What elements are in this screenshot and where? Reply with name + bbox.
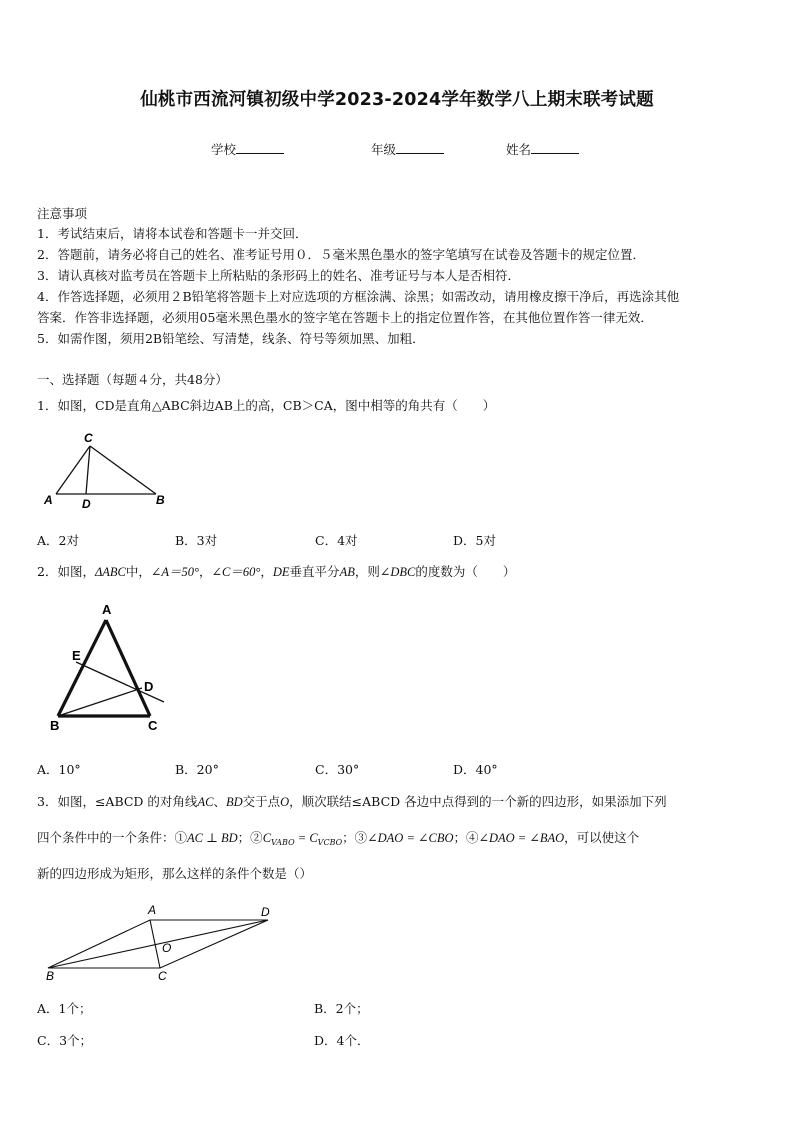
q3-figure [38,900,288,986]
q3-l1-sep: 、 [213,794,226,809]
q2-ab: AB [339,565,355,579]
q3-l2-suffix: ，可以使这个 [564,830,640,845]
q3-l1-suffix: ，顺次联结≤ABCD 各边中点得到的一个新的四边形，如果添加下列 [289,794,667,809]
q2-option-d[interactable]: D．40° [453,762,498,777]
q2-option-a[interactable]: A．10° [37,762,81,777]
q2-angle-a: ∠A＝50° [150,565,200,579]
q3-cond4: ∠DAO = ∠BAO [478,831,565,845]
q3-l1-mid: 交于点 [242,794,281,809]
q3-label-b: B [46,969,55,983]
q2-sep2: ， [260,564,273,579]
q3-l2-sep2: ；③ [342,830,368,845]
q3-option-b[interactable]: B．2个； [314,1001,369,1016]
q2-angle-c: ∠C＝60° [211,565,261,579]
q3-cond2-c1: C [262,831,272,845]
q1-figure [38,428,178,512]
q1-label-a: A [44,493,53,507]
q2-figure [38,598,178,736]
name-blank [531,141,579,154]
q3-label-o: O [162,941,172,955]
q2-side-ac [106,620,150,716]
q3-option-d[interactable]: D．4个． [314,1033,370,1048]
q2-de: DE [272,565,290,579]
q3-bd: BD [225,795,243,809]
q2-label-e: E [72,648,81,663]
q3-l2-sep3: ；④ [453,830,479,845]
q3-stem-line2 [37,828,639,847]
q3-l2-prefix: 四个条件中的一个条件：① [37,830,188,845]
q3-option-c[interactable]: C．3个； [37,1033,93,1048]
q3-label-c: C [158,969,167,983]
q3-cond2-sub1: VABO [271,838,295,847]
q1-option-b[interactable]: B．3对 [175,533,218,548]
q2-side-ab [58,620,106,716]
q3-cond2-sub2: VCBO [317,838,343,847]
school-label: 学校 [211,142,237,157]
q1-label-d: D [82,497,91,511]
q1-label-b: B [156,493,165,507]
q2-label-a: A [102,602,112,617]
q2-stem [37,562,515,580]
q3-cond1: AC ⊥ BD [187,831,238,845]
notice-item: 2．答题前，请务必将自己的姓名、准考证号用０．５毫米黑色墨水的签字笔填写在试卷及答题卡的规定位置． [37,247,645,262]
notice-item: 1．考试结束后，请将本试卷和答题卡一并交回． [37,226,308,241]
q3-label-d: D [261,905,270,919]
grade-label: 年级 [371,142,397,157]
q2-stem-suffix: 的度数为（ ） [415,564,516,579]
name-field [506,140,579,158]
notice-item: 3．请认真核对监考员在答题卡上所粘贴的条形码上的姓名、准考证号与本人是否相符． [37,268,520,283]
q2-stem-prefix: 2．如图， [37,564,95,579]
q3-option-a[interactable]: A．1个； [37,1001,92,1016]
q3-ac: AC [197,795,214,809]
notice-item: 5．如需作图，须用2B铅笔绘、写清楚，线条、符号等须加黑、加粗． [37,331,425,346]
q3-stem-line3: 新的四边形成为矩形，那么这样的条件个数是（） [37,866,313,881]
q2-stem-mid1: 中， [125,564,151,579]
q2-triangle: ΔABC [94,565,126,579]
q1-altitude-cd [86,446,90,494]
section-heading: 一、选择题（每题４分，共48分） [37,372,228,387]
school-blank [236,141,284,154]
q3-o: O [280,795,290,809]
grade-field [371,140,444,158]
notice-item: 答案．作答非选择题，必须用05毫米黑色墨水的签字笔在答题卡上的指定位置作答，在其他位置作答一律无效． [37,310,653,325]
grade-blank [396,141,444,154]
q3-cond3: ∠DAO = ∠CBO [367,831,454,845]
q2-option-b[interactable]: B．20° [175,762,219,777]
q3-cond2-eq: = [294,831,310,845]
q2-option-c[interactable]: C．30° [315,762,360,777]
q3-l2-sep1: ；② [237,830,263,845]
q3-stem-line1 [37,792,667,810]
q3-label-a: A [148,903,157,917]
q1-option-a[interactable]: A．2对 [37,533,79,548]
q2-label-b: B [50,718,60,733]
q2-label-d: D [144,679,154,694]
q2-stem-mid2: 垂直平分 [289,564,340,579]
q2-angle-dbc: ∠DBC [379,565,416,579]
school-field [211,140,284,158]
page-title: 仙桃市西流河镇初级中学2023-2024学年数学八上期末联考试题 [140,90,654,110]
q1-side-ac [56,446,90,494]
q3-cond2-c2: C [309,831,318,845]
q1-option-d[interactable]: D．5对 [453,533,496,548]
notice-heading: 注意事项 [37,206,88,221]
q1-stem: 1．如图，CD是直角△ABC斜边AB上的高，CB＞CA，图中相等的角共有（ ） [37,398,496,413]
q1-label-c: C [84,431,93,445]
q1-option-c[interactable]: C．4对 [315,533,358,548]
q2-label-c: C [148,718,158,733]
q1-side-cb [90,446,156,494]
notice-item: 4．作答选择题，必须用２B铅笔将答题卡上对应选项的方框涂满、涂黑；如需改动，请用橡皮擦干净后，再选涂其他 [37,289,680,304]
q2-sep1: ， [199,564,212,579]
name-label: 姓名 [506,142,532,157]
q2-stem-mid3: ，则 [354,564,380,579]
q3-l1-prefix: 3．如图，≤ABCD 的对角线 [37,794,198,809]
